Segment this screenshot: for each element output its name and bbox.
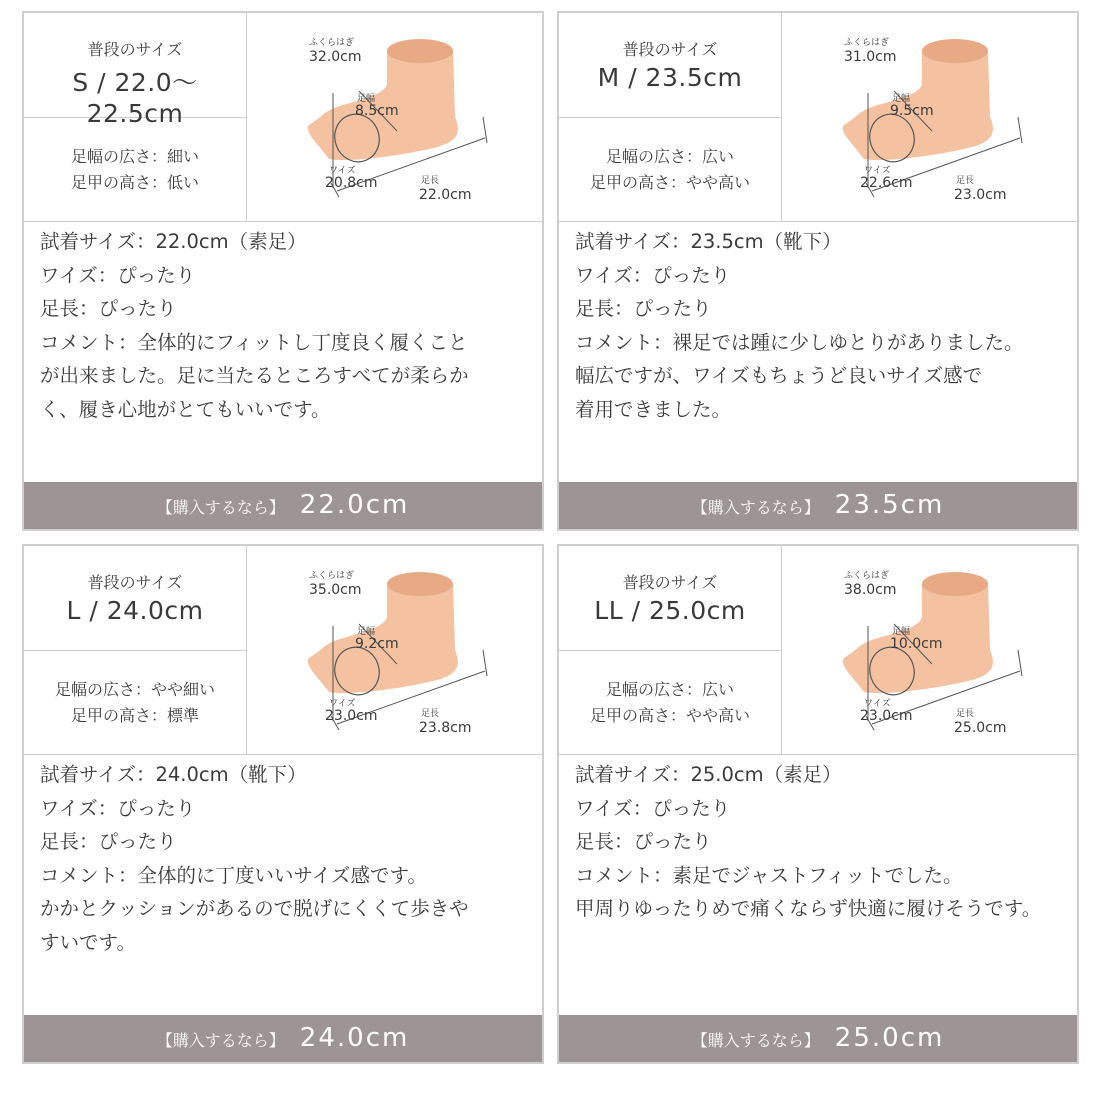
instep-height-line: 足甲の高さ：やや高い — [589, 706, 750, 725]
foot-width-value: 10.0cm — [890, 636, 943, 652]
review-line: 試着サイズ：23.5cm（靴下） — [575, 230, 842, 253]
calf-value: 35.0cm — [309, 582, 362, 598]
review-line: 試着サイズ：25.0cm（素足） — [575, 763, 842, 786]
calf-label: ふくらはぎ — [309, 571, 355, 581]
review-line: 試着サイズ：24.0cm（靴下） — [40, 763, 307, 786]
foot-illustration — [247, 13, 544, 221]
usual-size-box — [559, 13, 782, 118]
review-line: ワイズ：ぴったり — [575, 796, 731, 820]
size-review-card-m — [557, 11, 1079, 531]
card-top — [559, 13, 1077, 222]
wise-label: ワイズ — [329, 166, 356, 176]
wise-label: ワイズ — [864, 166, 891, 176]
card-top — [24, 13, 542, 222]
usual-size-box — [559, 546, 782, 651]
review-body — [575, 225, 1073, 426]
review-line: 甲周りゆったりめで痛くならず快適に履けそうです。 — [575, 897, 1042, 920]
review-line: 足長：ぴったり — [40, 297, 177, 320]
recommended-size-bar — [24, 1015, 542, 1062]
review-line: く、履き心地がとてもいいです。 — [40, 397, 331, 421]
wise-value: 23.0cm — [325, 708, 378, 724]
usual-size-caption: 普段のサイズ — [87, 573, 183, 592]
recommended-size-value: 22.0cm — [299, 490, 410, 520]
calf-value: 32.0cm — [309, 49, 362, 65]
recommended-size-value: 23.5cm — [834, 490, 945, 520]
usual-size-caption: 普段のサイズ — [87, 40, 183, 59]
length-value: 22.0cm — [419, 187, 472, 203]
usual-size-value: S / 22.0〜22.5cm — [72, 68, 198, 128]
wise-label: ワイズ — [864, 699, 891, 709]
usual-size-caption: 普段のサイズ — [622, 40, 718, 59]
recommended-size-bar — [559, 482, 1077, 529]
usual-size-value: LL / 25.0cm — [594, 596, 746, 625]
review-line: が出来ました。足に当たるところすべてが柔らか — [40, 364, 469, 387]
foot-illustration — [782, 546, 1079, 754]
calf-label: ふくらはぎ — [844, 38, 890, 48]
size-review-card-ll — [557, 544, 1079, 1064]
review-line: すいです。 — [40, 930, 136, 954]
foot-width-label: 足幅 — [357, 94, 376, 104]
review-line: かかとクッションがあるので脱げにくくて歩きや — [40, 897, 469, 920]
foot-features-box — [24, 118, 247, 221]
foot-width-value: 9.5cm — [890, 103, 934, 119]
review-line: 足長：ぴったり — [40, 830, 177, 853]
review-line: 足長：ぴったり — [575, 297, 712, 320]
length-value: 23.8cm — [419, 720, 472, 736]
foot-illustration — [247, 546, 544, 754]
recommended-size-label: 【購入するなら】 — [156, 1031, 285, 1050]
calf-label: ふくらはぎ — [844, 571, 890, 581]
calf-value: 38.0cm — [844, 582, 897, 598]
recommended-size-label: 【購入するなら】 — [691, 1031, 820, 1050]
review-line: ワイズ：ぴったり — [40, 263, 196, 287]
card-top — [24, 546, 542, 755]
foot-illustration — [782, 13, 1079, 221]
instep-height-line: 足甲の高さ：標準 — [70, 706, 199, 725]
review-body — [40, 225, 538, 426]
foot-width-label: 足幅 — [357, 627, 376, 637]
wise-value: 20.8cm — [325, 175, 378, 191]
wise-value: 22.6cm — [860, 175, 913, 191]
recommended-size-bar — [24, 482, 542, 529]
foot-width-line: 足幅の広さ：細い — [70, 147, 199, 166]
review-line: 試着サイズ：22.0cm（素足） — [40, 230, 307, 253]
review-line: 着用できました。 — [575, 397, 732, 421]
foot-width-line: 足幅の広さ：広い — [605, 680, 734, 699]
length-label: 足長 — [956, 709, 975, 719]
review-body — [575, 758, 1073, 926]
foot-width-value: 9.2cm — [355, 636, 399, 652]
size-review-card-s — [22, 11, 544, 531]
length-label: 足長 — [421, 176, 440, 186]
review-line: コメント：素足でジャストフィットでした。 — [575, 863, 963, 887]
foot-features-box — [24, 651, 247, 754]
review-line: 幅広ですが、ワイズもちょうど良いサイズ感で — [575, 364, 983, 387]
recommended-size-value: 25.0cm — [834, 1023, 945, 1053]
review-line: ワイズ：ぴったり — [40, 796, 196, 820]
foot-width-value: 8.5cm — [355, 103, 399, 119]
review-line: コメント：全体的に丁度いいサイズ感です。 — [40, 863, 427, 887]
calf-value: 31.0cm — [844, 49, 897, 65]
recommended-size-label: 【購入するなら】 — [691, 498, 820, 517]
instep-height-line: 足甲の高さ：低い — [70, 173, 199, 192]
foot-width-line: 足幅の広さ：やや細い — [54, 680, 215, 699]
foot-features-box — [559, 651, 782, 754]
review-line: コメント：裸足では踵に少しゆとりがありました。 — [575, 330, 1024, 354]
length-value: 23.0cm — [954, 187, 1007, 203]
instep-height-line: 足甲の高さ：やや高い — [589, 173, 750, 192]
foot-width-label: 足幅 — [892, 627, 911, 637]
recommended-size-label: 【購入するなら】 — [156, 498, 285, 517]
wise-label: ワイズ — [329, 699, 356, 709]
wise-value: 23.0cm — [860, 708, 913, 724]
usual-size-caption: 普段のサイズ — [622, 573, 718, 592]
review-line: ワイズ：ぴったり — [575, 263, 731, 287]
length-value: 25.0cm — [954, 720, 1007, 736]
foot-features-box — [559, 118, 782, 221]
foot-width-label: 足幅 — [892, 94, 911, 104]
foot-width-line: 足幅の広さ：広い — [605, 147, 734, 166]
card-top — [559, 546, 1077, 755]
usual-size-box — [24, 13, 247, 128]
usual-size-value: M / 23.5cm — [597, 63, 743, 92]
usual-size-value: L / 24.0cm — [66, 596, 204, 625]
length-label: 足長 — [956, 176, 975, 186]
review-line: コメント：全体的にフィットし丁度良く履くこと — [40, 330, 468, 354]
recommended-size-value: 24.0cm — [299, 1023, 410, 1053]
size-review-card-l — [22, 544, 544, 1064]
length-label: 足長 — [421, 709, 440, 719]
usual-size-box — [24, 546, 247, 651]
review-body — [40, 758, 538, 959]
recommended-size-bar — [559, 1015, 1077, 1062]
review-line: 足長：ぴったり — [575, 830, 712, 853]
calf-label: ふくらはぎ — [309, 38, 355, 48]
